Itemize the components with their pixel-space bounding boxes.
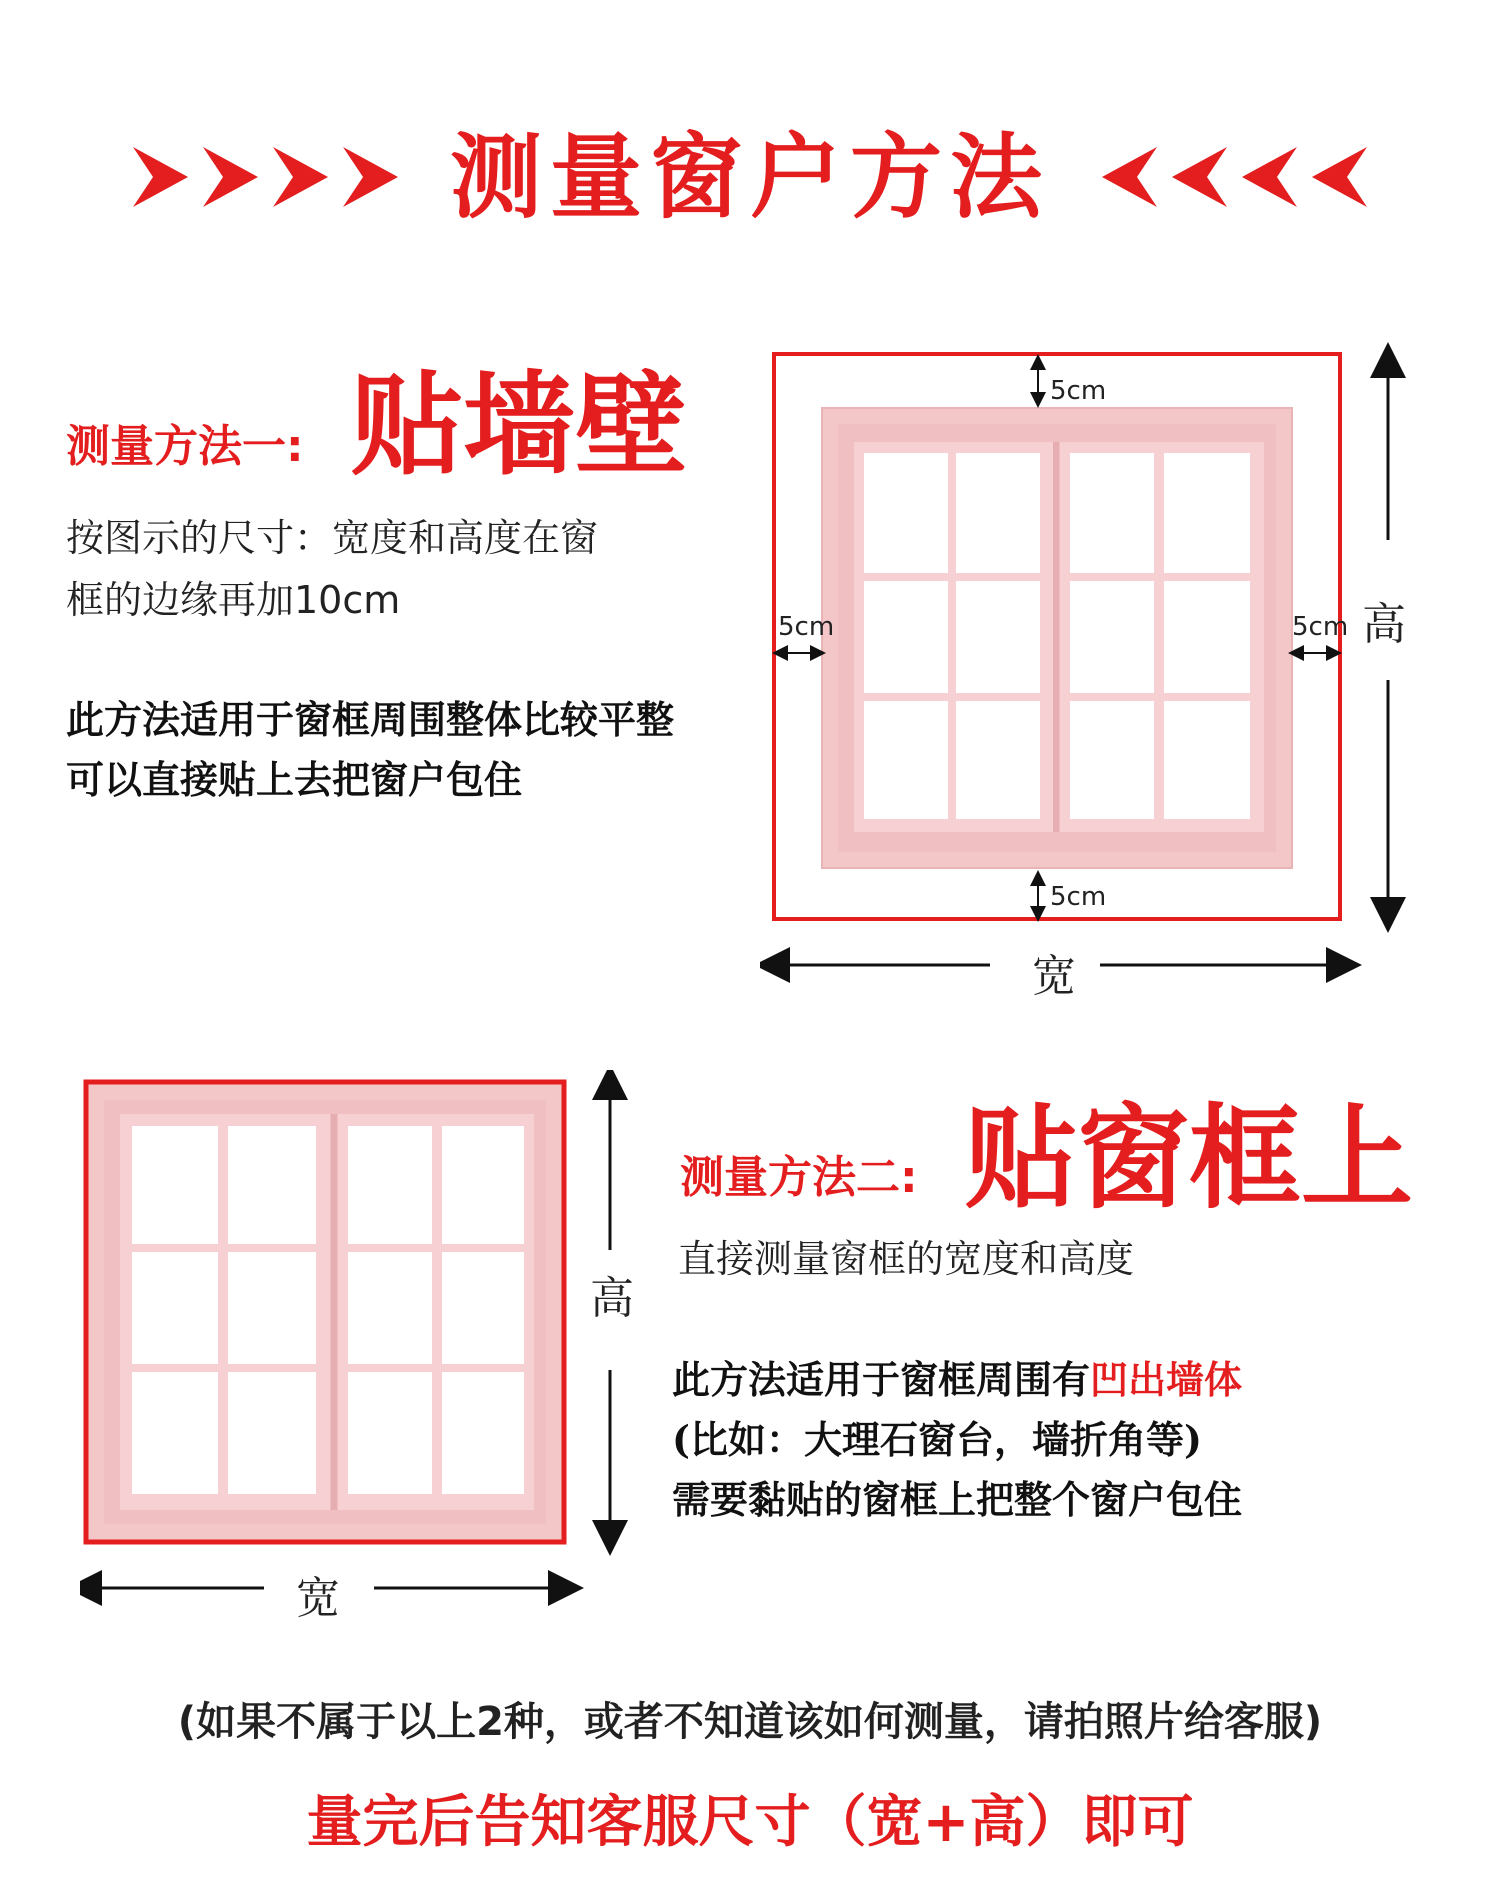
method2-note (672, 1350, 1452, 1530)
method1-desc-line: 框的边缘再加10cm (66, 578, 401, 622)
method2-note-highlight: 凹出墙体 (1090, 1357, 1243, 1402)
footer-main-instruction: 量完后告知客服尺寸（宽+高）即可 (306, 1790, 1194, 1855)
method1-label: 测量方法一: (66, 421, 304, 472)
method2-name: 贴窗框上 (965, 1094, 1413, 1224)
footer-note: (如果不属于以上2种，或者不知道该如何测量，请拍照片给客服) (177, 1699, 1323, 1745)
method1-name: 贴墙壁 (351, 361, 687, 491)
top-margin-label: 5cm (1050, 376, 1107, 406)
method1-note-line: 可以直接贴上去把窗户包住 (66, 757, 523, 802)
left-triangle-arrows-icon (1072, 142, 1372, 212)
method1-heading (66, 361, 746, 491)
method2-note-prefix: 此方法适用于窗框周围有 (672, 1357, 1091, 1402)
method2-heading (680, 1094, 1440, 1225)
method2-note-line2: (比如：大理石窗台，墙折角等) (672, 1417, 1202, 1462)
page-title: 测量窗户方法 (449, 124, 1050, 231)
method2-width-label: 宽 (296, 1573, 340, 1624)
method1-window-diagram (760, 340, 1460, 1020)
right-margin-label: 5cm (1292, 612, 1349, 642)
method2-height-label: 高 (590, 1273, 634, 1324)
method1-desc-line: 按图示的尺寸：宽度和高度在窗 (66, 516, 599, 560)
method2-description: 直接测量窗框的宽度和高度 (678, 1237, 1135, 1281)
left-margin-label: 5cm (778, 612, 835, 642)
method1-note (66, 690, 766, 810)
method1-width-label: 宽 (1032, 951, 1076, 1002)
method1-height-label: 高 (1362, 599, 1406, 650)
method2-label: 测量方法二: (680, 1152, 918, 1203)
method2-note-line1 (672, 1350, 1452, 1410)
method2-window-diagram (80, 1070, 660, 1610)
method1-note-line: 此方法适用于窗框周围整体比较平整 (66, 697, 675, 742)
method2-note-line3: 需要黏贴的窗框上把整个窗户包住 (672, 1477, 1243, 1522)
method1-description (66, 507, 726, 631)
bottom-margin-label: 5cm (1050, 882, 1107, 912)
